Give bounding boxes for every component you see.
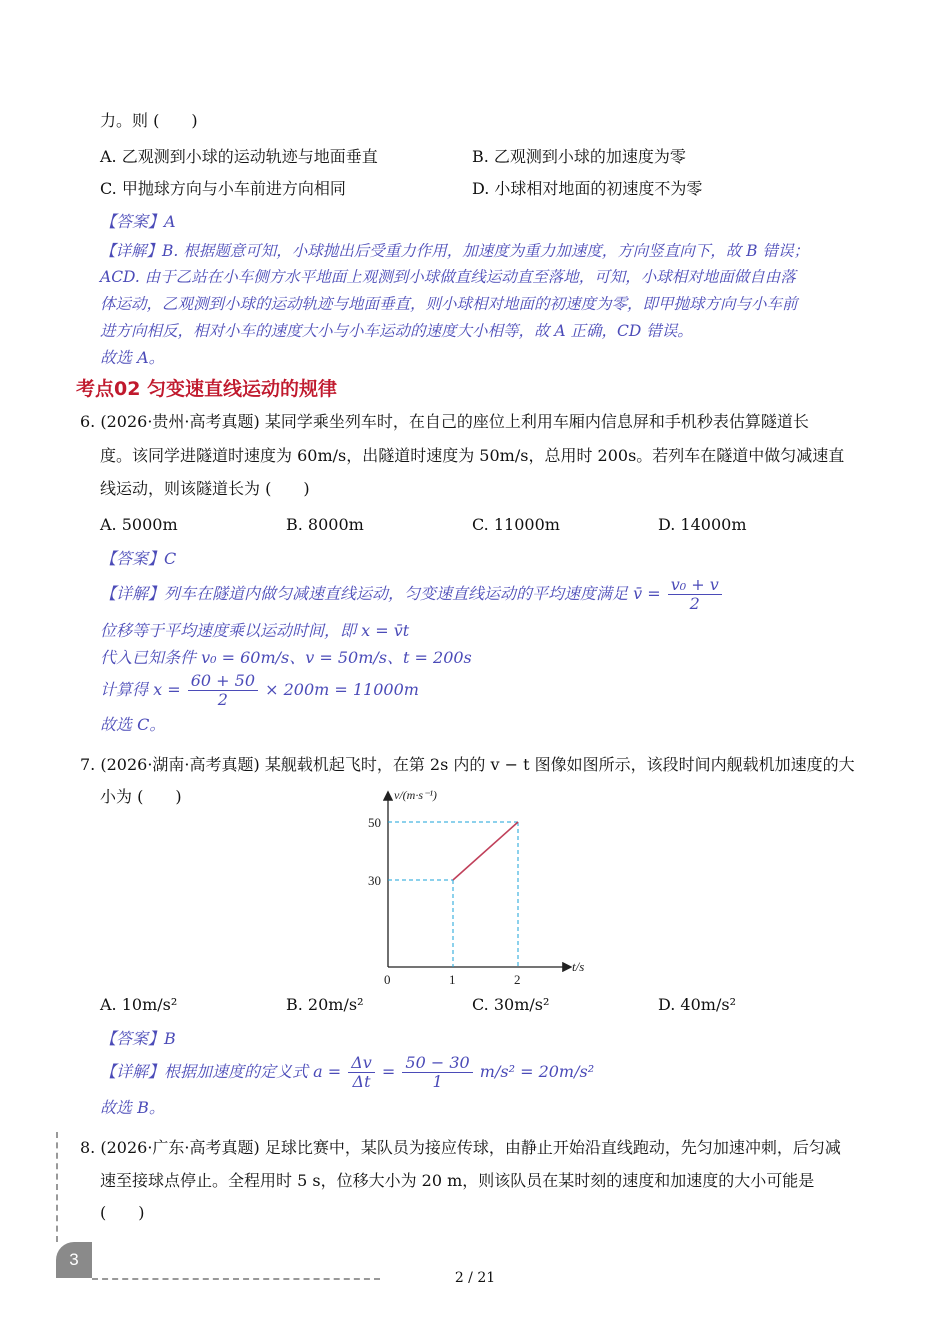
q6-stem-line: 度。该同学进隧道时速度为 60m/s，出隧道时速度为 50m/s，总用时 200s。若列车在隧道中做匀减速直 [100,446,845,465]
y-tick-label: 50 [368,815,381,830]
q5-detail-line: 进方向相反，相对小车的速度大小与小车运动的速度大小相等，故 A 正确，CD 错误。 [100,322,693,340]
q7-detail-text: 【详解】根据加速度的定义式 a = [100,1062,342,1081]
equals-sign: = [381,1062,396,1081]
q7-detail-line: 故选 B。 [100,1098,165,1117]
q6-stem-line: 6. (2026·贵州·高考真题) 某同学乘坐列车时，在自己的座位上利用车厢内信息屏和手机秒表估算隧道长 [80,412,809,431]
y-tick-label: 30 [368,873,381,888]
x-axis-label: t/s [572,959,585,974]
q6-calc-fraction [188,672,258,709]
q7-detail-line [100,1052,594,1092]
fraction-denominator: Δt [352,1072,371,1091]
margin-dashed-line [56,1132,58,1242]
y-axis-label: v/(m·s⁻¹) [394,788,437,802]
q7-detail-text: m/s² = 20m/s² [479,1062,595,1081]
q7-option-b: B. 20m/s² [286,995,364,1014]
fraction-numerator: 50 − 30 [402,1054,472,1073]
q7-calc-fraction [402,1054,472,1091]
fraction-numerator: 60 + 50 [188,672,258,691]
q6-option-c: C. 11000m [472,515,560,534]
q5-answer: 【答案】A [100,212,176,231]
q7-stem-line: 7. (2026·湖南·高考真题) 某舰载机起飞时，在第 2s 内的 v − t 图像如图所示，该段时间内舰载机加速度的大 [80,755,855,774]
q7-option-a: A. 10m/s² [100,995,178,1014]
q6-option-a: A. 5000m [100,515,178,534]
q7-answer: 【答案】B [100,1029,176,1048]
q8-stem-line: ( ) [100,1203,145,1222]
x-tick-label: 2 [514,972,521,987]
q7-option-c: C. 30m/s² [472,995,550,1014]
q7-option-d: D. 40m/s² [658,995,736,1014]
q5-detail-line: ACD. 由于乙站在小车侧方水平地面上观测到小球做直线运动直至落地，可知，小球相对地面做自由落 [100,268,796,286]
q5-option-a: A. 乙观测到小球的运动轨迹与地面垂直 [100,147,378,166]
x-tick-label: 1 [449,972,456,987]
q5-option-d: D. 小球相对地面的初速度不为零 [472,179,703,198]
fraction-denominator: 2 [689,594,700,613]
q5-detail-line: 【详解】B. 根据题意可知，小球抛出后受重力作用，加速度为重力加速度，方向竖直向下，故 B 错误； [100,242,809,260]
fraction-numerator: Δv [348,1054,375,1073]
fraction-denominator: 2 [217,690,228,709]
q5-option-b: B. 乙观测到小球的加速度为零 [472,147,686,166]
velocity-line [453,822,518,880]
x-tick-label: 0 [384,972,391,987]
fraction-numerator: v₀ + v [668,576,722,595]
section-title: 考点02 匀变速直线运动的规律 [76,378,338,400]
q5-detail-line: 体运动，乙观测到小球的运动轨迹与地面垂直，则小球相对地面的初速度为零，即甲抛球方向与小车前 [100,295,798,313]
q8-stem-line: 速至接球点停止。全程用时 5 s，位移大小为 20 m，则该队员在某时刻的速度和加速度的大小可能是 [100,1171,815,1190]
q7-stem-line: 小为 ( ) [100,787,182,806]
page-number: 2 / 21 [454,1270,496,1286]
q5-detail-line: 故选 A。 [100,348,165,367]
q6-detail-text: × 200m = 11000m [265,680,419,699]
q6-detail-text: 计算得 x = [100,680,181,699]
q6-detail-line: 位移等于平均速度乘以运动时间，即 x = v̄t [100,621,410,640]
q6-answer: 【答案】C [100,549,177,568]
chapter-badge: 3 [56,1242,92,1278]
q7-definition-fraction [348,1054,375,1091]
q6-option-b: B. 8000m [286,515,364,534]
q6-detail-text: 【详解】列车在隧道内做匀减速直线运动，匀变速直线运动的平均速度满足 v̄ = [100,584,661,603]
q6-stem-line: 线运动，则该隧道长为 ( ) [100,479,310,498]
q5-option-c: C. 甲抛球方向与小车前进方向相同 [100,179,346,198]
q6-detail-line [100,574,724,614]
q6-option-d: D. 14000m [658,515,747,534]
q5-stem-tail: 力。则 ( ) [100,111,198,130]
fraction-denominator: 1 [432,1072,443,1091]
q8-stem-line: 8. (2026·广东·高考真题) 足球比赛中，某队员为接应传球，由静止开始沿直线跑动，先匀加速冲刺，后匀减 [80,1138,841,1157]
q6-mean-velocity-fraction [668,576,722,613]
q6-detail-line: 代入已知条件 v₀ = 60m/s、v = 50m/s、t = 200s [100,648,472,667]
velocity-time-chart [350,788,600,987]
q6-detail-line: 故选 C。 [100,715,166,734]
q6-detail-line [100,670,419,710]
